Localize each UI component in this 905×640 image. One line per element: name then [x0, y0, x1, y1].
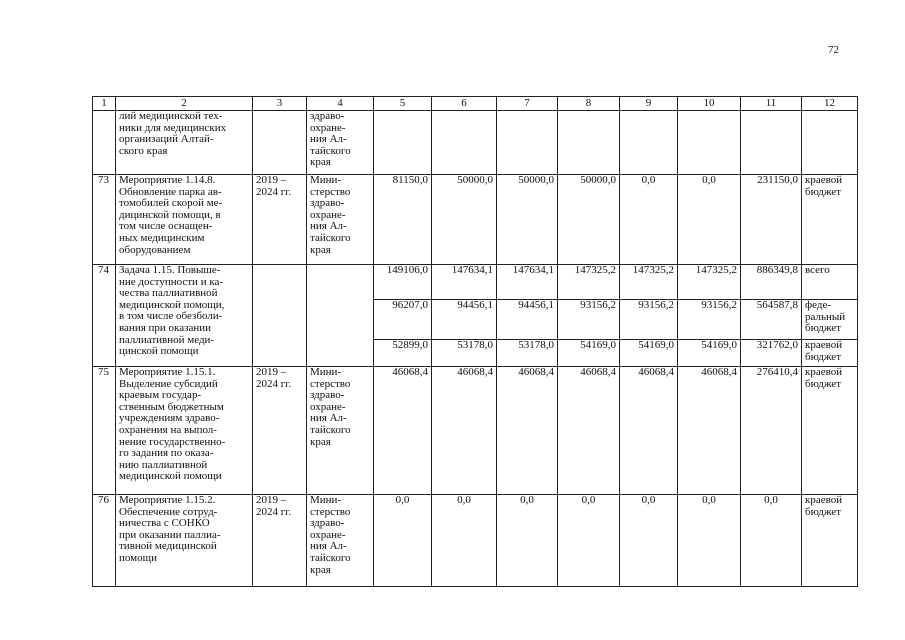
source-cell: краевой бюджет [802, 367, 858, 495]
row-number [93, 111, 116, 175]
header-row [93, 97, 858, 111]
period-cell [253, 111, 307, 175]
row-number: 74 [93, 265, 116, 367]
value-cell: 53178,0 [497, 340, 558, 367]
table-row [93, 175, 858, 265]
source-cell: феде- ральный бюджет [802, 300, 858, 340]
value-cell: 147325,2 [678, 265, 741, 300]
value-cell: 50000,0 [558, 175, 620, 265]
value-cell: 50000,0 [497, 175, 558, 265]
value-cell: 52899,0 [374, 340, 432, 367]
period-cell [253, 265, 307, 367]
value-cell: 54169,0 [678, 340, 741, 367]
header-cell: 9 [620, 97, 678, 111]
value-cell: 46068,4 [678, 367, 741, 495]
header-cell: 12 [802, 97, 858, 111]
header-cell: 5 [374, 97, 432, 111]
value-cell: 147325,2 [558, 265, 620, 300]
value-cell [678, 111, 741, 175]
activity-name: Мероприятие 1.14.8. Обновление парка ав- томобилей скорой ме- дицинской помощи, в том числе оснащен- ных медицинским оборудованием [116, 175, 253, 265]
value-cell [497, 111, 558, 175]
value-cell: 81150,0 [374, 175, 432, 265]
value-cell: 886349,8 [741, 265, 802, 300]
activity-name: лий медицинской тех- ники для медицинских организаций Алтай- ского края [116, 111, 253, 175]
header-cell: 1 [93, 97, 116, 111]
value-cell: 93156,2 [678, 300, 741, 340]
source-cell: краевой бюджет [802, 340, 858, 367]
value-cell: 50000,0 [432, 175, 497, 265]
header-cell: 2 [116, 97, 253, 111]
source-cell: краевой бюджет [802, 495, 858, 587]
header-cell: 7 [497, 97, 558, 111]
value-cell: 54169,0 [558, 340, 620, 367]
value-cell: 93156,2 [620, 300, 678, 340]
header-cell: 6 [432, 97, 497, 111]
executor-cell: Мини- стерство здраво- охране- ния Ал- тайского края [307, 367, 374, 495]
value-cell: 46068,4 [374, 367, 432, 495]
value-cell [374, 111, 432, 175]
value-cell: 276410,4 [741, 367, 802, 495]
value-cell: 46068,4 [497, 367, 558, 495]
value-cell: 0,0 [558, 495, 620, 587]
value-cell: 53178,0 [432, 340, 497, 367]
value-cell: 0,0 [374, 495, 432, 587]
value-cell: 231150,0 [741, 175, 802, 265]
value-cell: 149106,0 [374, 265, 432, 300]
source-cell [802, 111, 858, 175]
header-cell: 4 [307, 97, 374, 111]
header-cell: 3 [253, 97, 307, 111]
value-cell [741, 111, 802, 175]
header-cell: 11 [741, 97, 802, 111]
value-cell: 93156,2 [558, 300, 620, 340]
value-cell: 0,0 [620, 175, 678, 265]
activity-name: Мероприятие 1.15.1. Выделение субсидий краевым государ- ственным бюджетным учреждениям здраво- охранения на выпол- нение государственно- го задания по оказа- нию паллиативной медицинской помощи [116, 367, 253, 495]
value-cell: 147634,1 [432, 265, 497, 300]
activity-name: Задача 1.15. Повыше- ние доступности и ка- чества паллиативной медицинской помощи, в том числе обезболи- вания при оказании паллиативной меди- цинской помощи [116, 265, 253, 367]
program-table [92, 96, 858, 587]
value-cell [620, 111, 678, 175]
executor-cell: Мини- стерство здраво- охране- ния Ал- тайского края [307, 495, 374, 587]
header-cell: 10 [678, 97, 741, 111]
page-number: 72 [828, 44, 839, 56]
row-number: 76 [93, 495, 116, 587]
header-cell: 8 [558, 97, 620, 111]
value-cell [432, 111, 497, 175]
value-cell: 46068,4 [558, 367, 620, 495]
executor-cell [307, 265, 374, 367]
activity-name: Мероприятие 1.15.2. Обеспечение сотруд- ничества с СОНКО при оказании паллиа- тивной медицинской помощи [116, 495, 253, 587]
row-number: 75 [93, 367, 116, 495]
value-cell: 94456,1 [432, 300, 497, 340]
table-row [93, 495, 858, 587]
value-cell: 0,0 [497, 495, 558, 587]
period-cell: 2019 – 2024 гг. [253, 175, 307, 265]
value-cell: 96207,0 [374, 300, 432, 340]
value-cell: 94456,1 [497, 300, 558, 340]
table-row [93, 265, 858, 300]
table-row [93, 111, 858, 175]
value-cell: 564587,8 [741, 300, 802, 340]
source-cell: всего [802, 265, 858, 300]
value-cell: 46068,4 [432, 367, 497, 495]
executor-cell: Мини- стерство здраво- охране- ния Ал- тайского края [307, 175, 374, 265]
period-cell: 2019 – 2024 гг. [253, 367, 307, 495]
value-cell: 0,0 [620, 495, 678, 587]
value-cell: 147325,2 [620, 265, 678, 300]
value-cell: 0,0 [678, 175, 741, 265]
executor-cell: здраво- охране- ния Ал- тайского края [307, 111, 374, 175]
value-cell: 147634,1 [497, 265, 558, 300]
period-cell: 2019 – 2024 гг. [253, 495, 307, 587]
value-cell: 54169,0 [620, 340, 678, 367]
value-cell: 321762,0 [741, 340, 802, 367]
value-cell: 0,0 [678, 495, 741, 587]
source-cell: краевой бюджет [802, 175, 858, 265]
value-cell [558, 111, 620, 175]
value-cell: 0,0 [741, 495, 802, 587]
table-row [93, 367, 858, 495]
value-cell: 0,0 [432, 495, 497, 587]
value-cell: 46068,4 [620, 367, 678, 495]
row-number: 73 [93, 175, 116, 265]
